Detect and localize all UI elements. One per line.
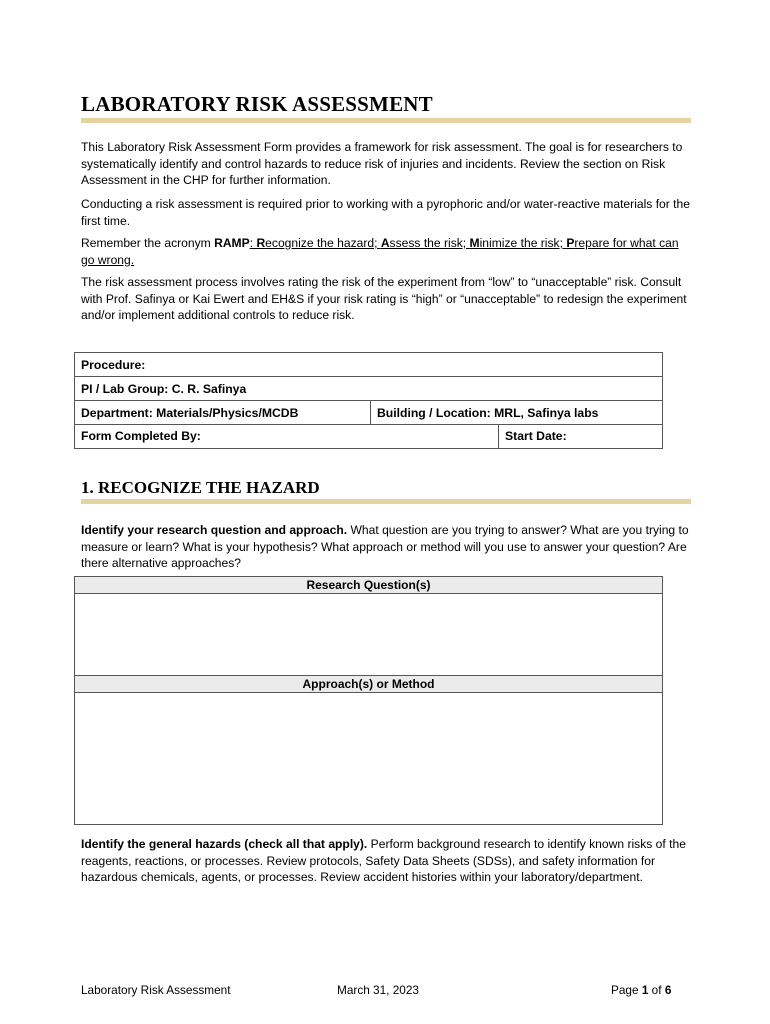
building-location-field[interactable]: Building / Location: MRL, Safinya labs: [371, 401, 663, 425]
approach-method-field[interactable]: [75, 693, 662, 824]
section-1-heading: 1. RECOGNIZE THE HAZARD: [81, 478, 320, 497]
approach-method-header: Approach(s) or Method: [75, 676, 662, 693]
footer-date: March 31, 2023: [337, 983, 419, 997]
intro-paragraph-2: Conducting a risk assessment is required prior to working with a pyrophoric and/or water-reactive materials for the first time.: [81, 197, 690, 228]
procedure-info-table: [74, 352, 663, 449]
ramp-paragraph: Remember the acronym RAMP: Recognize the hazard; Assess the risk; Minimize the risk; Prepare for what can go wrong.: [81, 236, 679, 267]
footer-page-number: Page 1 of 6: [611, 983, 672, 997]
research-question-field[interactable]: [75, 594, 662, 675]
procedure-field[interactable]: Procedure:: [75, 353, 663, 377]
general-hazards-paragraph: Identify the general hazards (check all that apply). Perform background research to identify known risks of the reagents, reactions, or processes. Review protocols, Safety Data Sheets (SDSs), and safety information for hazardous chemicals, agents, or processes. Review accident histories within your laboratory/department.: [81, 837, 686, 884]
chp-link[interactable]: in the CHP: [150, 173, 209, 187]
start-date-field[interactable]: Start Date:: [505, 429, 567, 443]
section-1-rule: [81, 499, 691, 504]
ramp-acronym: RAMP: [214, 236, 250, 250]
identify-research-paragraph: Identify your research question and approach. What question are you trying to answer? What are you trying to measure or learn? What is your hypothesis? What approach or method will you use to answer your question? Are there alternative approaches?: [81, 523, 689, 570]
research-question-box: [74, 576, 663, 676]
pi-lab-group-field[interactable]: PI / Lab Group: C. R. Safinya: [75, 377, 663, 401]
ramp-steps: : Recognize the hazard; Assess the risk; Minimize the risk; Prepare for what can go wrong.: [81, 236, 679, 267]
intro-paragraph-1: This Laboratory Risk Assessment Form provides a framework for risk assessment. The goal is for researchers to systematically identify and control hazards to reduce risk of injuries and incidents. Review the section on Risk Assessment in the CHP for further information.: [81, 140, 683, 187]
document-title: LABORATORY RISK ASSESSMENT: [81, 92, 433, 116]
footer-left: Laboratory Risk Assessment: [81, 983, 231, 997]
form-completed-by-field[interactable]: Form Completed By:: [75, 425, 499, 448]
risk-rating-paragraph: The risk assessment process involves rating the risk of the experiment from “low” to “unacceptable” risk. Consult with Prof. Safinya or Kai Ewert and EH&S if your risk rating is “high” or “unacceptable” to redesign the experiment and/or implement additional controls to reduce risk.: [81, 275, 687, 322]
approach-method-box: [74, 675, 663, 825]
research-question-header: Research Question(s): [75, 577, 662, 594]
department-field[interactable]: Department: Materials/Physics/MCDB: [75, 401, 371, 425]
title-rule: [81, 118, 691, 123]
